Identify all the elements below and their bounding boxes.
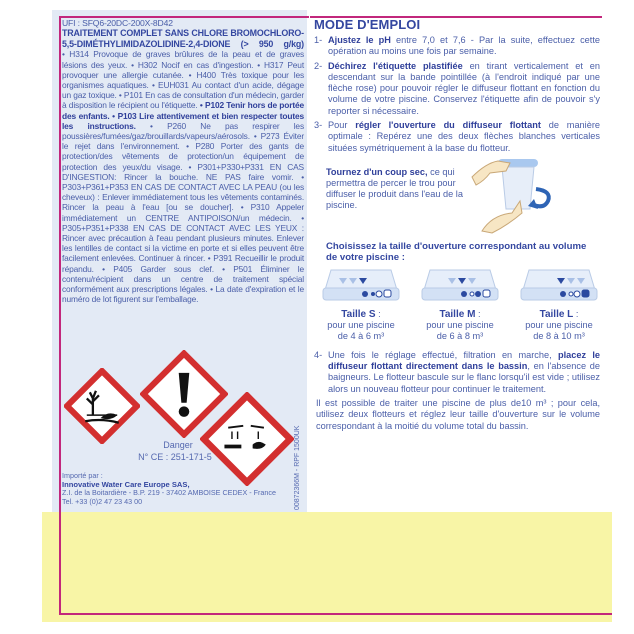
- size-range: de 6 à 8 m³: [436, 330, 484, 341]
- importer-info: [62, 472, 292, 506]
- cut-line-bottom: [59, 613, 612, 615]
- cut-line-left: [59, 16, 61, 614]
- step-number: 3-: [314, 120, 323, 131]
- importer-label: Importé par :: [62, 471, 103, 480]
- float-size-s-icon: [321, 268, 401, 302]
- step-text: de manière optimale : Repérez une des deux flèches blanches verticales situées symétriquement à la base du flotteur.: [328, 120, 600, 153]
- size-title: Taille M: [439, 308, 476, 320]
- size-l: [518, 268, 600, 342]
- step-2: [314, 61, 600, 117]
- hazard-text-1: • H314 Provoque de graves brûlures de la peau et de graves lésions des yeux. • H302 Nocif en cas d'ingestion. • H317 Peut provoquer une allergie cutanée. • H400 Très toxique pour les organismes aquatiques. • EUH031 Au contact d'un acide, dégage un gaz toxique. • P101 En cas de consultation d'un médecin, garder à disposition le récipient ou l'étiquette.: [62, 49, 304, 111]
- size-colon: :: [573, 308, 579, 319]
- hazard-statements: [62, 18, 304, 304]
- product-title-line1: TRAITEMENT COMPLET SANS CHLORE BROMOCHLORO-: [62, 28, 304, 39]
- step-text: en tirant verticalement et en descendant sur la bande pointillée (à l'endroit indiqué par une flèche rose) pour pouvoir régler le diffuseur flottant en fonction du volume de votre piscine. Conservez l'étiquette afin de pouvoir s'y reporter si nécessaire.: [328, 60, 600, 116]
- choose-size-heading: Choisissez la taille d'ouverture correspondant au volume de votre piscine :: [326, 240, 587, 264]
- size-colon: :: [375, 308, 381, 319]
- size-range: de 4 à 6 m³: [337, 330, 385, 341]
- step-pre: Pour: [328, 120, 356, 131]
- signal-word: Danger: [163, 440, 193, 450]
- size-s: [320, 268, 402, 342]
- size-m: [419, 268, 501, 342]
- size-options: [320, 268, 600, 342]
- hands-twist-illustration-icon: [468, 151, 558, 235]
- size-range: de 8 à 10 m³: [533, 330, 585, 341]
- size-colon: :: [475, 308, 481, 319]
- product-code-vertical: 00872366M - RPF 1500UK: [294, 425, 301, 510]
- float-size-l-icon: [519, 268, 599, 302]
- company-phone: Tel. +33 (0)2 47 23 43 00: [62, 496, 143, 506]
- ufi-code: UFI : SFQ6-20DC-200X-8D42: [62, 18, 173, 28]
- step-bold: régler l'ouverture du diffuseur flottant: [355, 120, 541, 131]
- yellow-band: [42, 512, 612, 622]
- step-number: 4-: [314, 349, 323, 360]
- float-size-m-icon: [420, 268, 500, 302]
- step-1: [314, 35, 600, 58]
- hazard-text-bold: • P102 Tenir hors de portée des enfants. • P103 Lire attentivement et bien respecter toutes les instructions.: [62, 100, 304, 131]
- large-pool-note: Il est possible de traiter une piscine de plus de10 m³ ; pour cela, utilisez deux flotteurs et réglez leur taille d'ouverture sur le volume correspondant à la moitié du volume total du bassin.: [316, 397, 600, 431]
- instructions-title: MODE D'EMPLOI: [314, 17, 421, 32]
- step-bold: Ajustez le pH: [328, 35, 391, 45]
- step-number: 2-: [314, 60, 323, 71]
- step-number: 1-: [314, 35, 323, 45]
- step-text: entre 7,0 et 7,6 - Par la suite, effectuez cette opération au moins une fois par semaine.: [328, 35, 600, 57]
- turn-bold: Tournez d'un coup sec,: [326, 166, 428, 177]
- size-desc: pour une piscine: [426, 319, 494, 330]
- step-4: [314, 350, 600, 395]
- size-desc: pour une piscine: [525, 319, 593, 330]
- step-bold: Déchirez l'étiquette plastifiée: [328, 60, 463, 71]
- step-3: [314, 120, 600, 154]
- turn-text: ce qui permettra de percer le trou pour diffuser le produit dans l'eau de la piscine.: [326, 166, 463, 210]
- environment-hazard-icon: [64, 368, 140, 444]
- hazard-text-2: • P260 Ne pas respirer les poussières/fumées/gaz/brouillards/vapeurs/aérosols. • P273 Éviter le rejet dans l'environnement. • P280 Porter des gants de protection/des vêtements de protection/un équipement de protection des yeux/du visage. • P301+P330+P331 EN CAS D'INGESTION: Rincer la bouche. NE PAS faire vomir. • P303+P361+P353 EN CAS DE CONTACT AVEC LA PEAU (ou les cheveux) : Enlever immédiatement tous les vêtements contaminés. Rincer la peau à l'eau [ou se doucher]. • P310 Appeler immédiatement un CENTRE ANTIPOISON/un médecin. • P305+P351+P338 EN CAS DE CONTACT AVEC LES YEUX : Rincer avec précaution à l'eau pendant plusieurs minutes. Enlever les lentilles de contact si la victime en porte et si elles peuvent être facilement enlevées. Continuer à rincer. • P391 Recueillir le produit répandu. • P405 Garder sous clef. • P501 Éliminer le contenu/récipient dans un centre de traitement spécial conformément aux prescriptions légales. • La date d'expiration et le numéro de lot figurent sur l'emballage.: [62, 120, 304, 305]
- company-name: Innovative Water Care Europe SAS,: [62, 479, 190, 489]
- step-text: , en l'absence de baigneurs. Le flotteur bascule sur le flanc lorsqu'il est vide ; utilisez alors un nouveau flotteur pour continuer le traitement.: [328, 361, 600, 394]
- size-title: Taille S: [341, 308, 376, 320]
- turn-instruction: [314, 157, 600, 237]
- step-pre: Une fois le réglage effectué, filtration en marche,: [328, 349, 558, 360]
- company-address: Z.I. de la Boitardière - B.P. 219 - 37402 AMBOISE CEDEX - France: [62, 488, 276, 498]
- size-desc: pour une piscine: [327, 319, 395, 330]
- product-title-line2: 5,5-DIMÉTHYLIMIDAZOLIDINE-2,4-DIONE (> 950 g/kg): [62, 38, 304, 49]
- size-title: Taille L: [539, 308, 574, 320]
- step-bold: placez le diffuseur flottant directement dans le bassin: [328, 349, 600, 372]
- instructions-column: [314, 17, 600, 432]
- ce-number: N° CE : 251-171-5: [138, 452, 212, 462]
